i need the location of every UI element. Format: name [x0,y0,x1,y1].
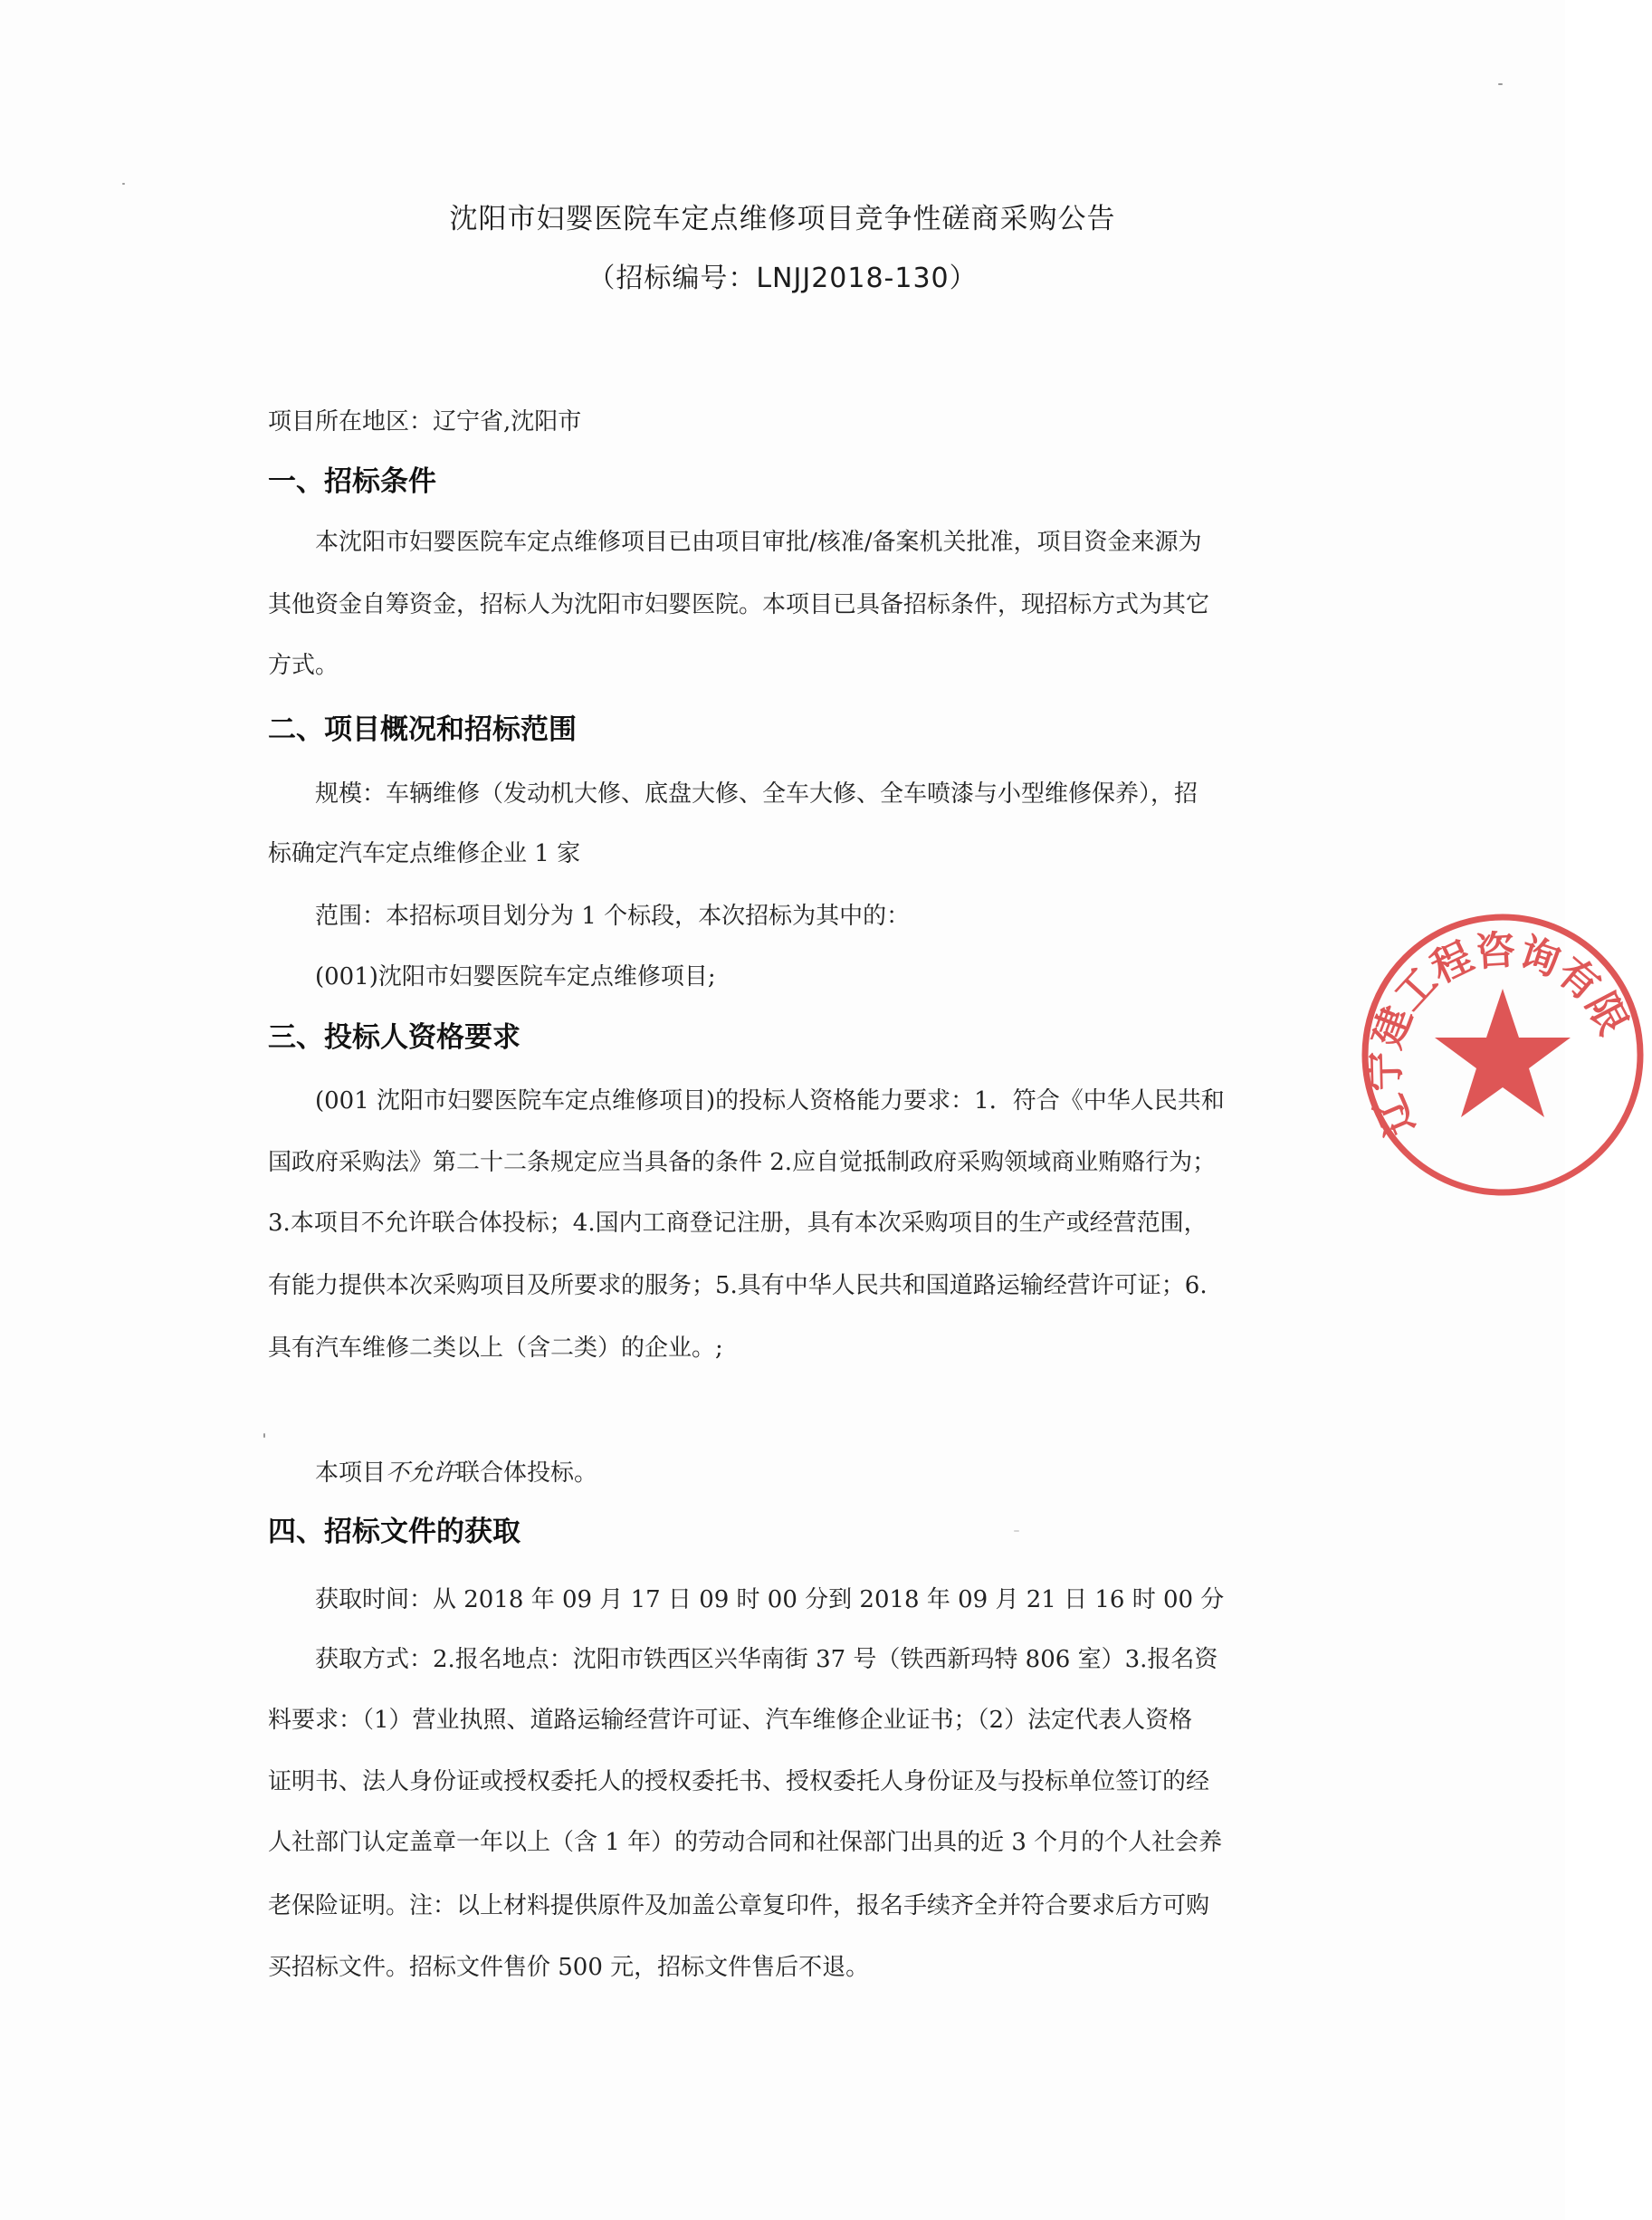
section-2-scale-line: 标确定汽车定点维修企业 1 家 [268,840,581,867]
section-4-heading: 四、招标文件的获取 [268,1516,520,1548]
seal-text: 辽宁建工程咨询有限 [1361,927,1637,1143]
document-title: 沈阳市妇婴医院车定点维修项目竞争性磋商采购公告 [449,203,1116,235]
scan-speck [263,1433,265,1438]
section-2-scale-line: 规模：车辆维修（发动机大修、底盘大修、全车大修、全车喷漆与小型维修保养），招 [315,780,1198,808]
section-4-line: 证明书、法人身份证或授权委托人的授权委托书、授权委托人身份证及与投标单位签订的经 [268,1768,1210,1795]
project-region: 项目所在地区：辽宁省,沈阳市 [268,408,582,435]
section-3-line: 国政府采购法》第二十二条规定应当具备的条件 2.应自觉抵制政府采购领域商业贿赂行为； [268,1149,1217,1176]
section-4-line: 获取方式：2.报名地点：沈阳市铁西区兴华南街 37 号（铁西新玛特 806 室）3.报名资 [315,1646,1218,1673]
section-3-line: 3.本项目不允许联合体投标；4.国内工商登记注册，具有本次采购项目的生产或经营范围， [268,1210,1208,1237]
section-3-line: 有能力提供本次采购项目及所要求的服务；5.具有中华人民共和国道路运输经营许可证；6. [268,1272,1208,1299]
section-3-line: 具有汽车维修二类以上（含二类）的企业。; [268,1335,723,1362]
section-3-line: (001 沈阳市妇婴医院车定点维修项目)的投标人资格能力要求：1．符合《中华人民共和 [315,1087,1225,1115]
section-4-line: 人社部门认定盖章一年以上（含 1 年）的劳动合同和社保部门出具的近 3 个月的个人社会养 [268,1829,1223,1856]
section-2-heading: 二、项目概况和招标范围 [268,713,577,746]
bid-number: （招标编号：LNJJ2018-130） [587,263,978,294]
section-2-range: 范围：本招标项目划分为 1 个标段，本次招标为其中的： [315,903,911,930]
section-4-time: 获取时间：从 2018 年 09 月 17 日 09 时 00 分到 2018 年 09 月 21 日 16 时 00 分 [315,1586,1225,1613]
section-4-line: 老保险证明。注：以上材料提供原件及加盖公章复印件，报名手续齐全并符合要求后方可购 [268,1892,1210,1919]
section-1-line: 其他资金自筹资金，招标人为沈阳市妇婴医院。本项目已具备招标条件，现招标方式为其它 [268,591,1210,618]
section-4-line: 买招标文件。招标文件售价 500 元，招标文件售后不退。 [268,1954,870,1981]
company-seal-stamp [1353,905,1652,1204]
consortium-note [315,1457,597,1489]
section-1-line: 本沈阳市妇婴医院车定点维修项目已由项目审批/核准/备案机关批准，项目资金来源为 [315,529,1202,556]
section-2-lot: (001)沈阳市妇婴医院车定点维修项目; [315,963,716,990]
consortium-suffix: 联合体投标。 [456,1459,598,1487]
consortium-prefix: 本项目 [315,1459,387,1487]
section-4-line: 料要求：（1）营业执照、道路运输经营许可证、汽车维修企业证书；（2）法定代表人资格 [268,1707,1193,1734]
seal-star-icon [1435,989,1571,1117]
scan-speck [1014,1530,1019,1532]
scan-speck [1498,83,1503,85]
consortium-italic: 不允许 [386,1459,457,1487]
scan-speck [122,183,125,185]
section-1-line: 方式。 [268,652,339,679]
section-1-heading: 一、招标条件 [268,465,436,498]
section-3-heading: 三、投标人资格要求 [268,1021,520,1054]
